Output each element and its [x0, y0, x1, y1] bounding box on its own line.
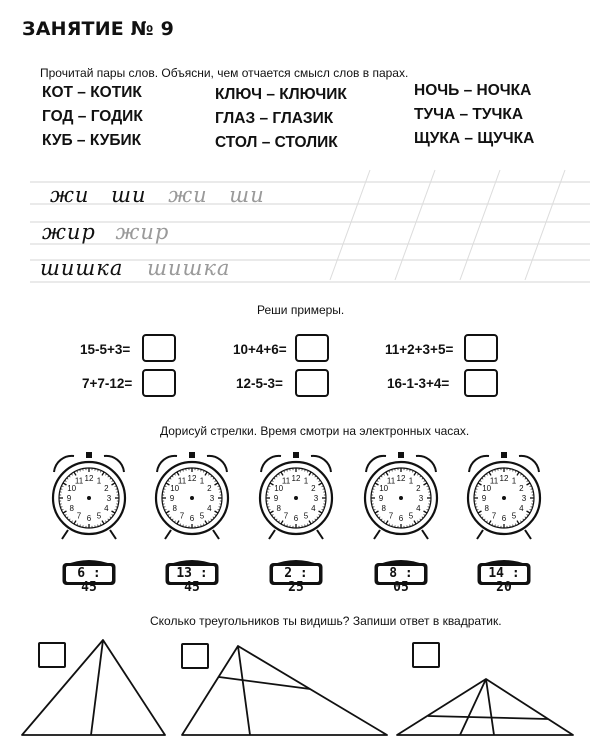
clock-number: 11 [489, 476, 499, 486]
clock-number: 1 [303, 476, 309, 486]
clock-number: 2 [311, 484, 316, 493]
math-example: 7+7-12= [82, 376, 133, 391]
clock-number: 7 [388, 511, 394, 521]
clock-number: 9 [169, 494, 175, 503]
clock-number: 1 [511, 476, 517, 486]
cursive-trace: ши [229, 183, 265, 207]
cursive-word: шишка [40, 256, 124, 280]
triangles-figures [0, 630, 600, 750]
cursive-trace: шишка [147, 256, 231, 280]
clock-number: 8 [172, 504, 177, 513]
clock-number: 9 [66, 494, 72, 503]
cursive-word: жи [50, 183, 90, 207]
cursive-word: жир [42, 220, 96, 244]
clock-number: 8 [484, 504, 489, 513]
word-pair: НОЧЬ – НОЧКА [414, 82, 532, 99]
word-pair: ТУЧА – ТУЧКА [414, 106, 524, 123]
math-example: 16-1-3+4= [387, 376, 450, 391]
clock-number: 11 [281, 476, 291, 486]
clock-number: 3 [418, 494, 424, 503]
clock-number: 2 [416, 484, 421, 493]
triangle-figure-2 [182, 646, 387, 735]
math-example: 10+4+6= [233, 342, 287, 357]
task1-instruction: Прочитай пары слов. Объясни, чем отчается смысл слов в парах. [40, 66, 409, 80]
clock-number: 11 [386, 476, 396, 486]
triangles-instruction: Сколько треугольников ты видишь? Запиши ответ в квадратик. [150, 614, 502, 628]
math-example: 12-5-3= [236, 376, 283, 391]
clock-number: 9 [481, 494, 487, 503]
word-pair: КОТ – КОТИК [42, 84, 142, 101]
digital-clock [164, 557, 220, 595]
page-title: ЗАНЯТИЕ № 9 [22, 18, 175, 40]
clock-number: 8 [381, 504, 386, 513]
clock-number: 8 [69, 504, 74, 513]
digital-time: 14 : 20 [488, 566, 520, 595]
clock-number: 1 [96, 476, 102, 486]
clock-number: 7 [76, 511, 82, 521]
clock-number: 3 [106, 494, 112, 503]
clock-number: 5 [408, 511, 414, 521]
clock-number: 9 [273, 494, 279, 503]
clock-number: 4 [311, 504, 316, 513]
digital-clock [268, 557, 324, 595]
clock-number: 10 [482, 484, 492, 493]
clock-number: 11 [74, 476, 84, 486]
clock-number: 3 [313, 494, 319, 503]
clock-number: 12 [396, 474, 406, 483]
math-example: 15-5+3= [80, 342, 131, 357]
clock-number: 10 [379, 484, 389, 493]
math-instruction: Реши примеры. [257, 303, 345, 317]
clock-number: 1 [199, 476, 205, 486]
clock-number: 2 [207, 484, 212, 493]
clock-number: 4 [104, 504, 109, 513]
clock-number: 2 [519, 484, 524, 493]
clock-number: 6 [398, 514, 404, 523]
triangle-figure-1 [22, 640, 165, 735]
clock-number: 6 [501, 514, 507, 523]
math-example: 11+2+3+5= [385, 342, 454, 357]
digital-time: 13 : 45 [176, 566, 208, 595]
digital-clock [61, 557, 117, 595]
clock-number: 7 [491, 511, 497, 521]
word-pair: ГОД – ГОДИК [42, 108, 143, 125]
clock-number: 5 [303, 511, 309, 521]
triangle-figure-3 [397, 679, 573, 735]
clock-number: 2 [104, 484, 109, 493]
clock-number: 4 [416, 504, 421, 513]
clock-number: 4 [519, 504, 524, 513]
cursive-word: ши [111, 183, 147, 207]
clock-number: 3 [521, 494, 527, 503]
clock-number: 4 [207, 504, 212, 513]
clock-number: 7 [283, 511, 289, 521]
clock-number: 10 [274, 484, 284, 493]
clocks-instruction: Дорисуй стрелки. Время смотри на электронных часах. [160, 424, 470, 438]
clock-number: 10 [170, 484, 180, 493]
word-pair: КЛЮЧ – КЛЮЧИК [215, 86, 347, 103]
clock-number: 6 [86, 514, 92, 523]
clock-number: 6 [293, 514, 299, 523]
clock-number: 11 [177, 476, 187, 486]
digital-clock [373, 557, 429, 595]
digital-time: 8 : 05 [389, 566, 413, 595]
clock-number: 3 [209, 494, 215, 503]
word-pair: СТОЛ – СТОЛИК [215, 134, 338, 151]
clock-number: 12 [291, 474, 301, 483]
digital-time: 6 : 45 [77, 566, 101, 595]
clock-number: 5 [199, 511, 205, 521]
clock-number: 12 [187, 474, 197, 483]
word-pair: ЩУКА – ЩУЧКА [414, 130, 535, 147]
clock-number: 5 [96, 511, 102, 521]
clock-number: 10 [67, 484, 77, 493]
word-pair: ГЛАЗ – ГЛАЗИК [215, 110, 334, 127]
clock-number: 5 [511, 511, 517, 521]
word-pair: КУБ – КУБИК [42, 132, 142, 149]
clock-number: 12 [84, 474, 94, 483]
digital-clock [476, 557, 532, 595]
clock-number: 6 [189, 514, 195, 523]
digital-time: 2 : 25 [284, 566, 308, 595]
clock-number: 9 [378, 494, 384, 503]
clock-number: 7 [179, 511, 185, 521]
cursive-trace: жир [115, 220, 170, 244]
clock-number: 8 [276, 504, 281, 513]
clock-number: 12 [499, 474, 509, 483]
cursive-trace: жи [168, 183, 208, 207]
clock-number: 1 [408, 476, 414, 486]
